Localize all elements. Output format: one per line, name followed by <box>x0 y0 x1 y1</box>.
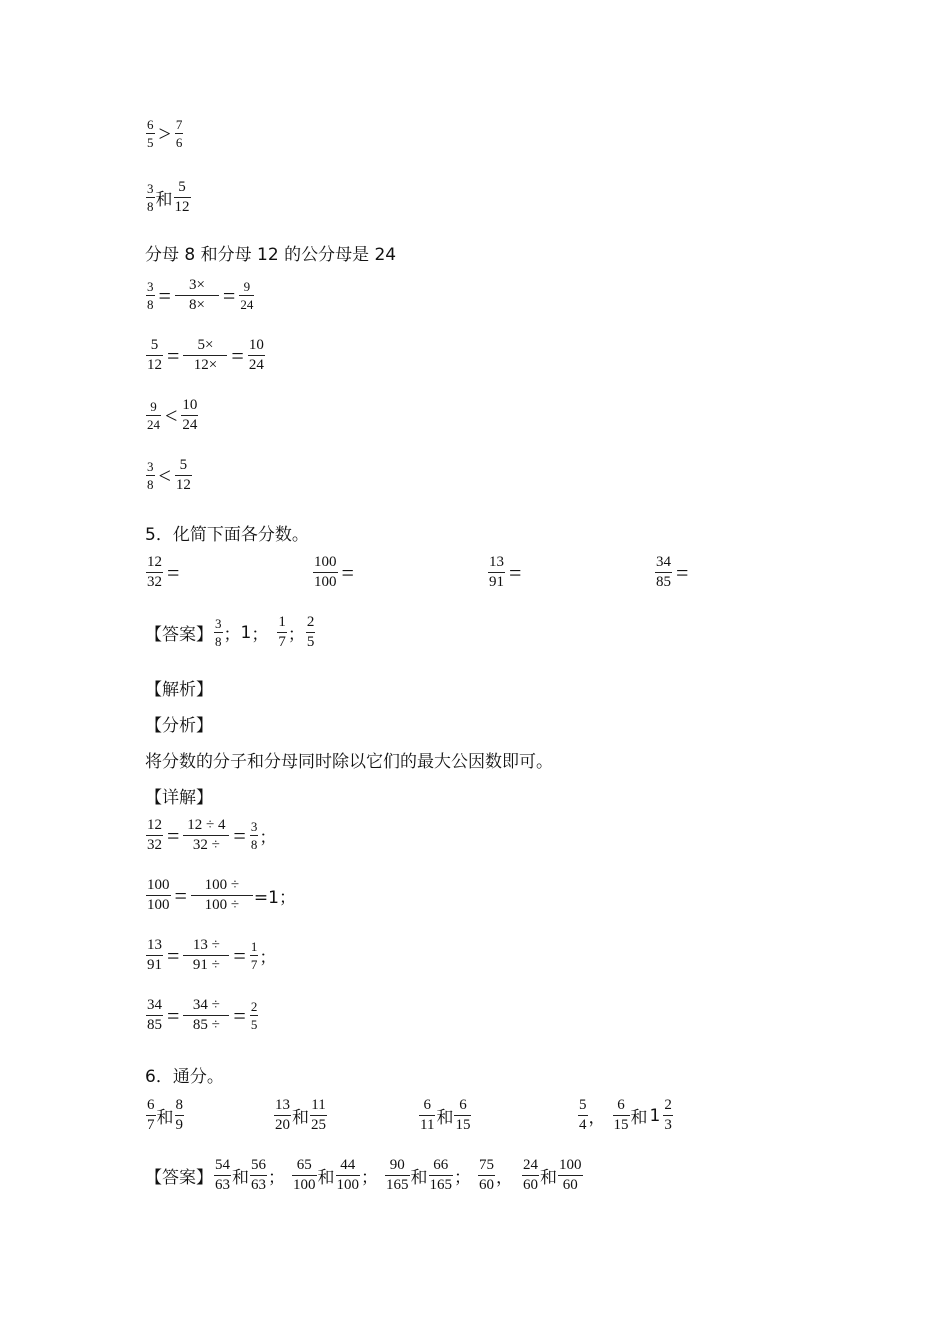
fraction: 5 12 <box>174 179 190 215</box>
fraction: 3 8 <box>147 181 154 214</box>
result-text: =1； <box>253 888 296 908</box>
q6-item-1 <box>145 1098 185 1133</box>
analysis-text <box>145 747 553 772</box>
pair-3-8-5-12 <box>145 180 192 215</box>
compare-9-24-10-24 <box>145 398 199 433</box>
fraction: 3 8 <box>147 459 154 492</box>
equals-sign: = <box>167 822 180 848</box>
fraction: 100 100 <box>314 554 337 590</box>
jiexi-heading <box>145 675 213 700</box>
fraction: 13 91 <box>489 554 504 590</box>
fraction: 13 91 <box>147 937 162 973</box>
separator: ； <box>259 948 277 968</box>
fraction: 6 7 <box>147 1097 155 1133</box>
equals-sign: = <box>167 559 180 585</box>
fenxi-heading <box>145 711 213 736</box>
fraction: 100 ÷ 100 ÷ <box>191 878 253 913</box>
fraction: 11 25 <box>311 1097 326 1133</box>
lcd-text: 分母 8 和分母 12 的公分母是 24 <box>145 245 397 265</box>
fraction: 9 24 <box>240 279 254 312</box>
equals-sign: = <box>174 882 187 908</box>
compare-3-8-5-12 <box>145 458 193 493</box>
fraction: 12 32 <box>147 817 162 853</box>
fraction: 5 4 <box>579 1097 587 1133</box>
answer-label: 【答案】 <box>145 625 213 645</box>
fraction: 8 9 <box>175 1097 183 1133</box>
and-text: 和 <box>156 1108 174 1128</box>
greater-than-sign: > <box>158 120 171 146</box>
q6-item-3 <box>418 1098 472 1133</box>
and-text: 和 <box>630 1108 648 1128</box>
separator: ； <box>251 625 269 645</box>
equals-sign: = <box>233 822 246 848</box>
q5-title-text: 5．化简下面各分数。 <box>145 525 309 545</box>
q6-item-4 <box>577 1098 674 1133</box>
equals-sign: = <box>167 1002 180 1028</box>
less-than-sign: < <box>158 462 171 488</box>
question-5-title <box>145 520 309 545</box>
fraction: 3× 8× <box>175 278 219 313</box>
fraction: 100 60 <box>559 1157 582 1193</box>
q6-answer <box>145 1158 584 1193</box>
step-2 <box>145 878 296 913</box>
lcd-statement <box>145 240 396 265</box>
fraction: 10 24 <box>248 337 264 373</box>
q5-item-4 <box>654 555 691 590</box>
and-text: 和 <box>410 1168 428 1188</box>
fraction: 3 8 <box>215 616 222 649</box>
fraction: 1 7 <box>278 614 286 650</box>
fraction: 13 ÷ 91 ÷ <box>183 938 229 973</box>
separator: ； <box>287 625 305 645</box>
conversion-3-8 <box>145 278 255 313</box>
and-text: 和 <box>292 1108 309 1128</box>
q5-answer <box>145 615 316 650</box>
fraction: 2 3 <box>664 1097 672 1133</box>
fraction: 6 11 <box>420 1097 435 1133</box>
and-text: 和 <box>155 190 173 210</box>
and-text: 和 <box>540 1168 557 1188</box>
question-6-title <box>145 1062 224 1087</box>
step-4 <box>145 998 259 1033</box>
equals-sign: = <box>222 282 236 308</box>
equals-sign: = <box>167 942 180 968</box>
less-than-sign: < <box>165 402 178 428</box>
fraction: 6 15 <box>455 1097 471 1133</box>
fraction: 56 63 <box>251 1157 266 1193</box>
fraction: 54 63 <box>215 1157 230 1193</box>
fraction: 75 60 <box>479 1157 494 1193</box>
fraction: 3 8 <box>147 279 154 312</box>
q5-item-2 <box>312 555 357 590</box>
fraction: 9 24 <box>147 399 160 432</box>
fraction: 66 165 <box>429 1157 452 1193</box>
fraction: 10 24 <box>182 397 198 433</box>
fraction: 1 7 <box>250 939 258 972</box>
xiangjie-heading <box>145 783 213 808</box>
conversion-5-12 <box>145 338 266 373</box>
fraction: 5 12 <box>147 337 162 373</box>
and-text: 和 <box>436 1108 454 1128</box>
analysis-sentence: 将分数的分子和分母同时除以它们的最大公因数即可。 <box>145 752 553 772</box>
q5-item-3 <box>487 555 524 590</box>
separator: ； <box>259 828 277 848</box>
comma: ， <box>588 1108 606 1128</box>
fraction: 2 5 <box>306 614 315 650</box>
fraction: 6 15 <box>613 1097 629 1133</box>
fraction: 24 60 <box>523 1157 538 1193</box>
fraction: 5 12 <box>175 457 191 493</box>
comma: ， <box>496 1168 513 1188</box>
fraction: 12 32 <box>147 554 162 590</box>
equals-sign: = <box>158 282 171 308</box>
answer-label: 【答案】 <box>145 1168 213 1188</box>
xiangjie-text: 【详解】 <box>145 788 213 808</box>
jiexi-text: 【解析】 <box>145 680 213 700</box>
equals-sign: = <box>233 942 246 968</box>
fraction: 13 20 <box>275 1097 290 1133</box>
compare-6-5-7-6 <box>145 118 184 149</box>
and-text: 和 <box>317 1168 335 1188</box>
separator: ； <box>223 625 241 645</box>
separator: ； <box>268 1168 285 1188</box>
separator: ； <box>454 1168 471 1188</box>
fraction: 6 5 <box>147 117 154 150</box>
step-1 <box>145 818 276 853</box>
fraction: 44 100 <box>336 1157 359 1193</box>
answer-value: 1 <box>240 622 252 643</box>
equals-sign: = <box>341 559 354 585</box>
equals-sign: = <box>233 1002 246 1028</box>
fenxi-text: 【分析】 <box>145 716 213 736</box>
q5-item-1 <box>145 555 182 590</box>
separator: ； <box>361 1168 378 1188</box>
fraction: 65 100 <box>293 1157 316 1193</box>
whole-number: 1 <box>649 1105 661 1126</box>
fraction: 90 165 <box>386 1157 409 1193</box>
equals-sign: = <box>676 559 689 585</box>
fraction: 3 8 <box>250 819 258 852</box>
equals-sign: = <box>167 342 180 368</box>
step-3 <box>145 938 276 973</box>
q6-item-2 <box>273 1098 328 1133</box>
fraction: 34 ÷ 85 ÷ <box>183 998 229 1033</box>
equals-sign: = <box>231 342 244 368</box>
and-text: 和 <box>232 1168 249 1188</box>
fraction: 100 100 <box>147 877 170 913</box>
equals-sign: = <box>509 559 522 585</box>
fraction: 34 85 <box>147 997 162 1033</box>
fraction: 34 85 <box>656 554 671 590</box>
fraction: 7 6 <box>175 117 183 150</box>
fraction: 12 ÷ 4 32 ÷ <box>183 818 229 853</box>
fraction: 2 5 <box>250 999 258 1032</box>
fraction: 5× 12× <box>183 338 227 373</box>
q6-title-text: 6．通分。 <box>145 1067 224 1087</box>
